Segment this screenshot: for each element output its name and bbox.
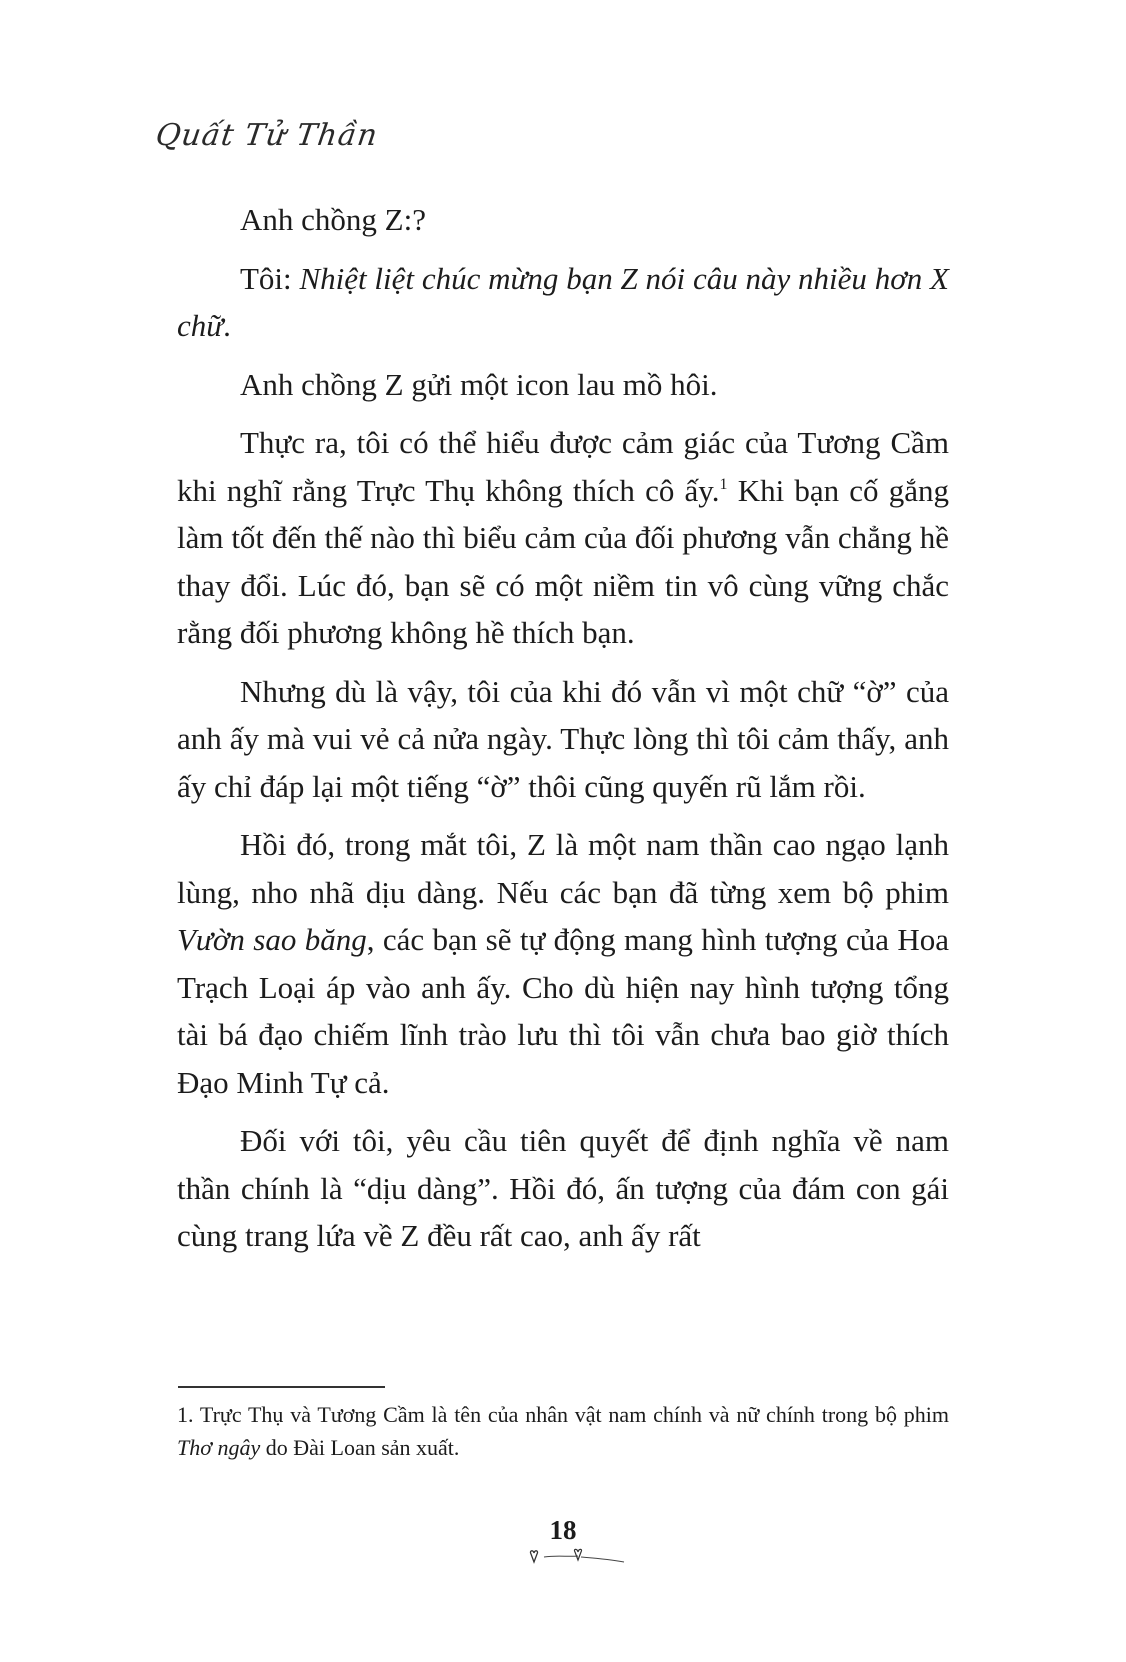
running-header-title: Quất Tử Thần: [153, 118, 381, 153]
paragraph-6-italic: Vườn sao băng: [177, 922, 367, 957]
paragraph-2-suffix: .: [223, 308, 231, 343]
paragraph-4: [177, 419, 949, 657]
paragraph-3: Anh chồng Z gửi một icon lau mồ hôi.: [240, 366, 718, 402]
footnote-divider: [178, 1386, 385, 1388]
body-text: [177, 196, 949, 1260]
paragraph-6-prefix: Hồi đó, trong mắt tôi, Z là một nam thần cao ngạo lạnh lùng, nho nhã dịu dàng. Nếu các bạn đã từng xem bộ phim: [177, 827, 949, 910]
heart-vine-icon: [528, 1548, 628, 1570]
paragraph-5: Nhưng dù là vậy, tôi của khi đó vẫn vì một chữ “ờ” của anh ấy mà vui vẻ cả nửa ngày. Thực lòng thì tôi cảm thấy, anh ấy chỉ đáp lại một tiếng “ờ” thôi cũng quyến rũ lắm rồi.: [177, 673, 949, 804]
paragraph-4-before-note: Thực ra, tôi có thể hiểu được cảm giác của Tương Cầm khi nghĩ rằng Trực Thụ không thích cô ấy.: [177, 425, 949, 508]
paragraph-6-suffix: , các bạn sẽ tự động mang hình tượng của Hoa Trạch Loại áp vào anh ấy. Cho dù hiện nay hình tượng tổng tài bá đạo chiếm lĩnh trào lưu thì tôi vẫn chưa bao giờ thích Đạo Minh Tự cả.: [177, 922, 950, 1100]
paragraph-2-prefix: Tôi:: [240, 260, 300, 296]
paragraph-4-after-note: Khi bạn cố gắng làm tốt đến thế nào thì biểu cảm của đối phương vẫn chẳng hề thay đổi. Lúc đó, bạn sẽ có một niềm tin vô cùng vững chắc rằng đối phương không hề thích bạn.: [177, 472, 949, 650]
footnote-italic: Thơ ngây: [177, 1435, 261, 1460]
paragraph-2: [177, 255, 949, 350]
paragraph-2-italic: Nhiệt liệt chúc mừng bạn Z nói câu này nhiều hơn X chữ: [177, 260, 949, 343]
footnote: [177, 1398, 949, 1464]
page-number: 18: [549, 1515, 577, 1545]
paragraph-1: Anh chồng Z:?: [240, 202, 426, 237]
paragraph-6: [177, 821, 949, 1106]
footnote-prefix: 1. Trực Thụ và Tương Cầm là tên của nhân vật nam chính và nữ chính trong bộ phim: [177, 1402, 949, 1427]
paragraph-7: Đối với tôi, yêu cầu tiên quyết để định nghĩa về nam thần chính là “dịu dàng”. Hồi đó, ấn tượng của đám con gái cùng trang lứa về Z đều rất cao, anh ấy rất: [177, 1123, 949, 1253]
footnote-reference[interactable]: 1: [719, 475, 728, 493]
footnote-suffix: do Đài Loan sản xuất.: [260, 1435, 460, 1460]
